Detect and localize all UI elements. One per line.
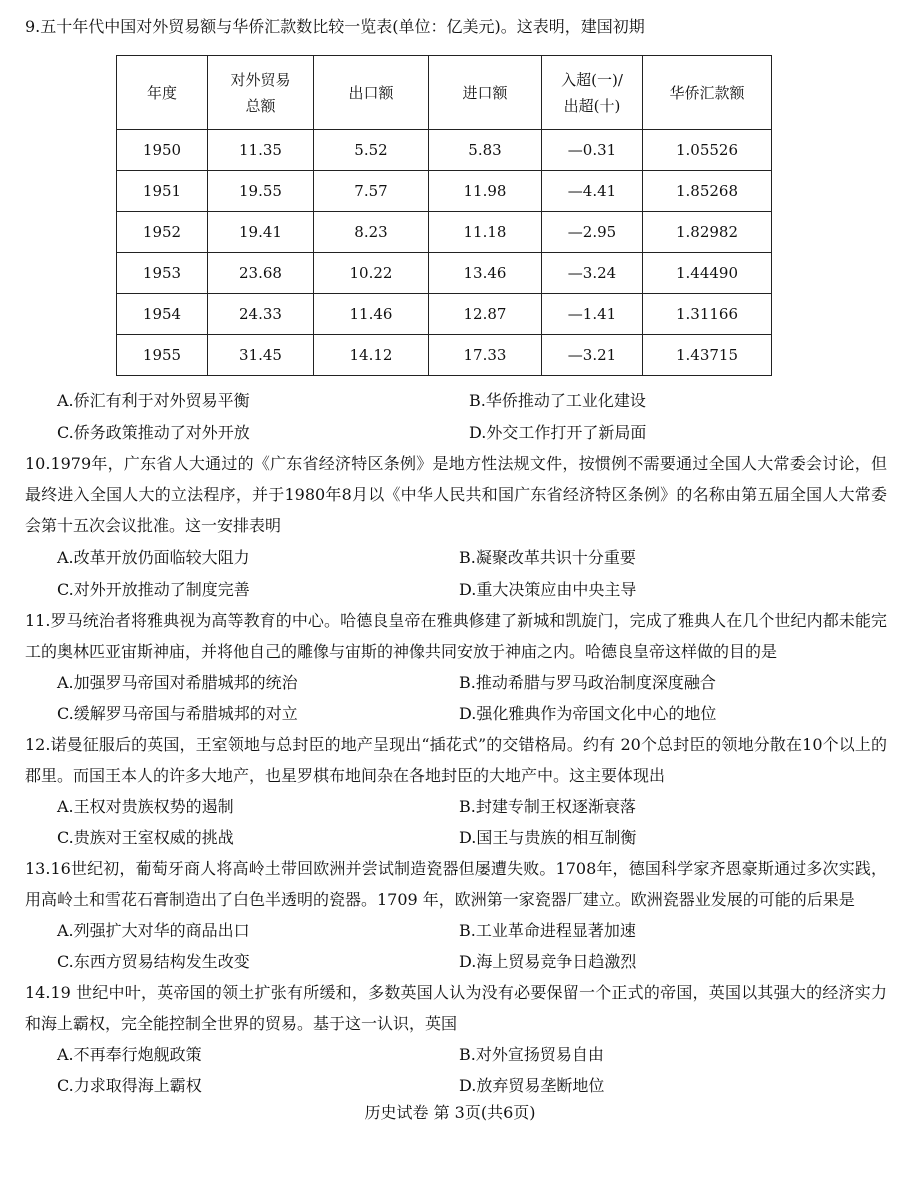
cell-exports: 11.46 [314, 294, 429, 335]
q11-option-d: D.强化雅典作为帝国文化中心的地位 [459, 704, 717, 723]
q11-option-c: C.缓解罗马帝国与希腊城邦的对立 [57, 704, 298, 723]
header-total-trade: 对外贸易 总额 [208, 56, 314, 130]
header-balance: 入超(一)/ 出超(十) [542, 56, 643, 130]
q14-option-d: D.放弃贸易垄断地位 [459, 1076, 605, 1095]
cell-exports: 7.57 [314, 171, 429, 212]
q13-option-c: C.东西方贸易结构发生改变 [57, 952, 250, 971]
q14-option-c: C.力求取得海上霸权 [57, 1076, 202, 1095]
q12-option-b: B.封建专制王权逐渐衰落 [459, 797, 636, 816]
cell-total-trade: 11.35 [208, 130, 314, 171]
table-row [117, 253, 772, 294]
cell-remittance: 1.43715 [643, 335, 772, 376]
q11-stem: 11.罗马统治者将雅典视为高等教育的中心。哈德良皇帝在雅典修建了新城和凯旋门，完成了雅典人在几个世纪内都未能完工的奥林匹亚宙斯神庙，并将他自己的雕像与宙斯的神像共同安放于神庙之内。哈德良皇帝这样做的目的是 [25, 611, 887, 661]
cell-exports: 14.12 [314, 335, 429, 376]
cell-balance: —0.31 [542, 130, 643, 171]
cell-imports: 11.98 [429, 171, 542, 212]
q13-option-a: A.列强扩大对华的商品出口 [57, 921, 250, 940]
cell-balance: —2.95 [542, 212, 643, 253]
q12-stem: 12.诺曼征服后的英国，王室领地与总封臣的地产呈现出“插花式”的交错格局。约有 20个总封臣的领地分散在10个以上的郡里。而国王本人的许多大地产，也星罗棋布地间杂在各地封臣的大地产中。这主要体现出 [25, 735, 887, 785]
cell-total-trade: 24.33 [208, 294, 314, 335]
q9-option-c: C.侨务政策推动了对外开放 [57, 423, 250, 442]
q9-option-b: B.华侨推动了工业化建设 [469, 391, 646, 410]
cell-imports: 11.18 [429, 212, 542, 253]
q14-option-a: A.不再奉行炮舰政策 [57, 1045, 202, 1064]
cell-remittance: 1.31166 [643, 294, 772, 335]
q12-option-c: C.贵族对王室权威的挑战 [57, 828, 234, 847]
trade-remittance-table [116, 55, 772, 376]
cell-exports: 10.22 [314, 253, 429, 294]
header-year: 年度 [117, 56, 208, 130]
q10-option-d: D.重大决策应由中央主导 [459, 580, 637, 599]
cell-exports: 5.52 [314, 130, 429, 171]
q9-option-a: A.侨汇有利于对外贸易平衡 [57, 391, 250, 410]
cell-total-trade: 31.45 [208, 335, 314, 376]
cell-remittance: 1.44490 [643, 253, 772, 294]
table-header-row [117, 56, 772, 130]
table-row [117, 335, 772, 376]
q14-stem: 14.19 世纪中叶，英帝国的领土扩张有所缓和，多数英国人认为没有必要保留一个正式的帝国，英国以其强大的经济实力和海上霸权，完全能控制全世界的贸易。基于这一认识，英国 [25, 983, 887, 1033]
cell-balance: —1.41 [542, 294, 643, 335]
cell-imports: 12.87 [429, 294, 542, 335]
q12-option-d: D.国王与贵族的相互制衡 [459, 828, 637, 847]
cell-total-trade: 19.41 [208, 212, 314, 253]
cell-year: 1952 [117, 212, 208, 253]
cell-imports: 17.33 [429, 335, 542, 376]
cell-remittance: 1.85268 [643, 171, 772, 212]
q10-option-a: A.改革开放仍面临较大阻力 [57, 548, 250, 567]
q13-option-b: B.工业革命进程显著加速 [459, 921, 636, 940]
cell-balance: —3.21 [542, 335, 643, 376]
q10-option-c: C.对外开放推动了制度完善 [57, 580, 250, 599]
cell-total-trade: 23.68 [208, 253, 314, 294]
table-row [117, 294, 772, 335]
q10-stem: 10.1979年，广东省人大通过的《广东省经济特区条例》是地方性法规文件，按惯例不需要通过全国人大常委会讨论，但最终进入全国人大的立法程序，并于1980年8月以《中华人民共和国广东省经济特区条例》的名称由第五届全国人大常委会第十五次会议批准。这一安排表明 [25, 454, 887, 535]
q13-option-d: D.海上贸易竞争日趋激烈 [459, 952, 637, 971]
q11-option-b: B.推动希腊与罗马政治制度深度融合 [459, 673, 716, 692]
cell-year: 1955 [117, 335, 208, 376]
cell-year: 1951 [117, 171, 208, 212]
header-exports: 出口额 [314, 56, 429, 130]
cell-balance: —3.24 [542, 253, 643, 294]
cell-remittance: 1.82982 [643, 212, 772, 253]
header-imports: 进口额 [429, 56, 542, 130]
q9-stem: 9.五十年代中国对外贸易额与华侨汇款数比较一览表(单位：亿美元)。这表明，建国初期 [25, 17, 645, 36]
header-remittance: 华侨汇款额 [643, 56, 772, 130]
cell-total-trade: 19.55 [208, 171, 314, 212]
q13-stem: 13.16世纪初，葡萄牙商人将高岭土带回欧洲并尝试制造瓷器但屡遭失败。1708年，德国科学家齐恩豪斯通过多次实践，用高岭土和雪花石膏制造出了白色半透明的瓷器。1709 年，欧洲第一家瓷器厂建立。欧洲瓷器业发展的可能的后果是 [25, 859, 887, 909]
q14-option-b: B.对外宣扬贸易自由 [459, 1045, 604, 1064]
cell-remittance: 1.05526 [643, 130, 772, 171]
cell-imports: 13.46 [429, 253, 542, 294]
cell-year: 1950 [117, 130, 208, 171]
cell-year: 1953 [117, 253, 208, 294]
table-row [117, 171, 772, 212]
cell-balance: —4.41 [542, 171, 643, 212]
cell-exports: 8.23 [314, 212, 429, 253]
table-row [117, 130, 772, 171]
cell-year: 1954 [117, 294, 208, 335]
cell-imports: 5.83 [429, 130, 542, 171]
q12-option-a: A.王权对贵族权势的遏制 [57, 797, 234, 816]
table-row [117, 212, 772, 253]
q9-option-d: D.外交工作打开了新局面 [469, 423, 647, 442]
page-footer: 历史试卷 第 3页(共6页) [364, 1103, 536, 1122]
q10-option-b: B.凝聚改革共识十分重要 [459, 548, 636, 567]
q11-option-a: A.加强罗马帝国对希腊城邦的统治 [57, 673, 298, 692]
